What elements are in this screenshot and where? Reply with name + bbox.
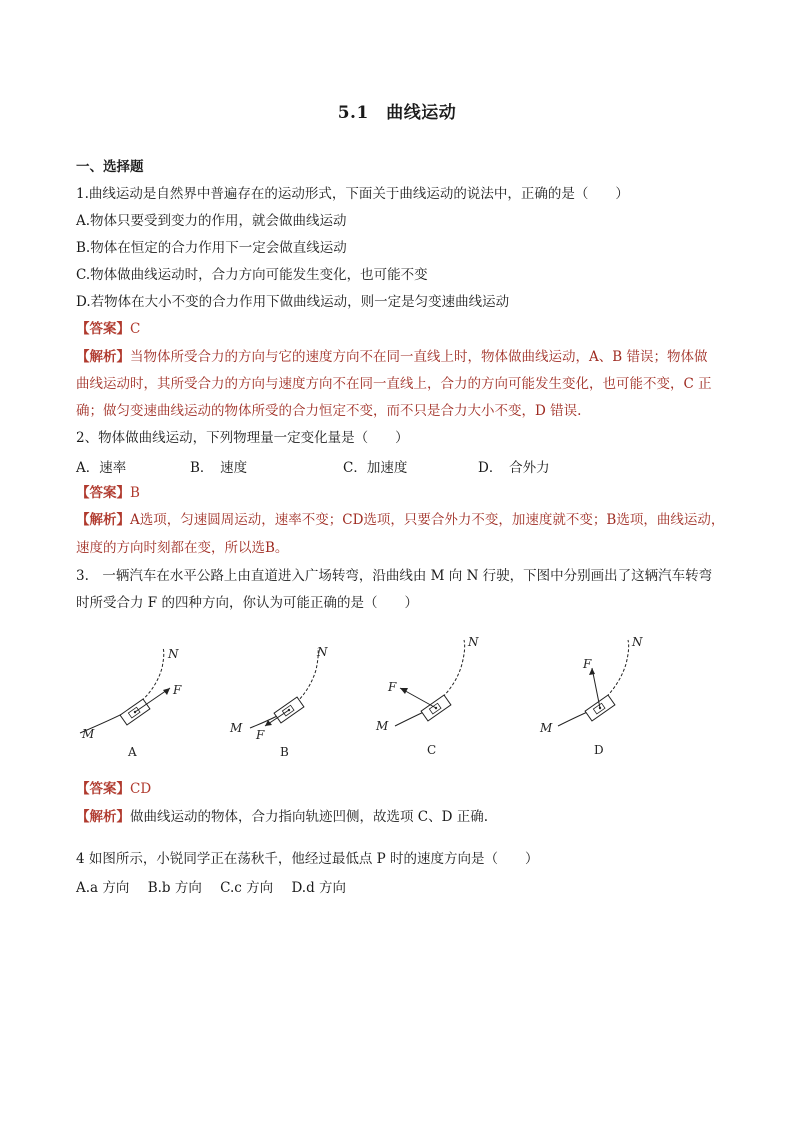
q4-option-d: D.d 方向: [291, 880, 347, 896]
q3-stem-line-2: 时所受合力 F 的四种方向，你认为可能正确的是（ ）: [76, 595, 418, 611]
q1-analysis-line-3: 确；做匀变速曲线运动的物体所受的合力恒定不变，而不只是合力大小不变，D 错误.: [76, 403, 582, 419]
q2-option-d: D． 合外力: [478, 460, 550, 476]
analysis-text: A选项，匀速圆周运动，速率不变；CD选项，只要合外力不变，加速度就不变；B选项，曲线运动，: [130, 512, 725, 528]
q2-stem: 2、物体做曲线运动，下列物理量一定变化量是（ ）: [76, 430, 409, 446]
figure-d: [539, 635, 643, 757]
answer-value: C: [130, 321, 141, 337]
analysis-tag: 【解析】: [76, 809, 130, 825]
figure-c: [375, 635, 479, 757]
analysis-text: 做曲线运动的物体，合力指向轨迹凹侧，故选项 C、D 正确.: [130, 809, 489, 825]
q2-option-a: A．速率: [76, 460, 127, 476]
point-m-label: M: [540, 721, 553, 735]
q3-answer: [76, 779, 726, 799]
answer-tag: 【答案】: [76, 485, 130, 501]
q4-option-b: B.b 方向: [147, 880, 202, 896]
point-m-label: M: [82, 727, 95, 741]
answer-tag: 【答案】: [76, 321, 130, 337]
force-label: F: [256, 728, 265, 742]
q4-option-a: A.a 方向: [76, 880, 130, 896]
track-curve: [130, 648, 164, 710]
q1-option-d: D.若物体在大小不变的合力作用下做曲线运动，则一定是匀变速曲线运动: [76, 294, 510, 310]
q2-analysis-line-1: [76, 510, 726, 530]
force-arrowhead: [400, 688, 408, 694]
analysis-tag: 【解析】: [76, 349, 130, 365]
q1-analysis-line-2: 曲线运动时，其所受合力的方向与速度方向不在同一直线上，合力的方向可能发生变化，也可能不变，C 正: [76, 376, 712, 392]
force-label: F: [388, 680, 397, 694]
q4-option-c: C.c 方向: [220, 880, 274, 896]
point-n-label: N: [468, 635, 479, 649]
page-title: 5.1 曲线运动: [337, 103, 457, 123]
point-n-label: N: [168, 647, 179, 661]
q1-answer: [76, 319, 726, 339]
answer-value: B: [130, 485, 140, 501]
figure-label: B: [280, 745, 289, 759]
q4-stem: 4 如图所示，小锐同学正在荡秋千，他经过最低点 P 时的速度方向是（ ）: [76, 851, 539, 867]
q1-analysis-line-1: [76, 347, 726, 367]
analysis-text: 当物体所受合力的方向与它的速度方向不在同一直线上时，物体做曲线运动，A、B 错误；物体做: [130, 349, 708, 365]
figure-label: D: [594, 743, 604, 757]
figure-a: [80, 647, 182, 759]
point-m-label: M: [376, 719, 389, 733]
q2-option-b: B． 速度: [190, 460, 248, 476]
q3-stem-line-1: 3. 一辆汽车在水平公路上由直道进入广场转弯，沿曲线由 M 向 N 行驶，下图中分别画出了这辆汽车转弯: [76, 568, 713, 584]
figure-label: A: [128, 745, 137, 759]
q1-option-c: C.物体做曲线运动时，合力方向可能发生变化，也可能不变: [76, 267, 428, 283]
analysis-tag: 【解析】: [76, 512, 130, 528]
answer-tag: 【答案】: [76, 781, 130, 797]
answer-value: CD: [130, 781, 152, 797]
point-n-label: N: [632, 635, 643, 649]
section-heading: 一、选择题: [76, 159, 144, 175]
q3-analysis: [76, 807, 726, 827]
figure-label: C: [427, 743, 437, 757]
q2-option-c: C．加速度: [343, 460, 408, 476]
q4-options: [76, 876, 360, 896]
force-label: F: [173, 683, 182, 697]
point-m-label: M: [230, 721, 243, 735]
q2-answer: [76, 483, 726, 503]
q1-stem: 1.曲线运动是自然界中普遍存在的运动形式，下面关于曲线运动的说法中，正确的是（ ）: [76, 186, 629, 202]
q3-figures: [70, 628, 730, 768]
force-label: F: [583, 657, 592, 671]
q2-analysis-line-2: 速度的方向时刻都在变，所以选B。: [76, 540, 289, 556]
q1-option-b: B.物体在恒定的合力作用下一定会做直线运动: [76, 240, 347, 256]
q1-option-a: A.物体只要受到变力的作用，就会做曲线运动: [76, 213, 347, 229]
figure-b: [229, 645, 328, 759]
point-n-label: N: [317, 645, 328, 659]
